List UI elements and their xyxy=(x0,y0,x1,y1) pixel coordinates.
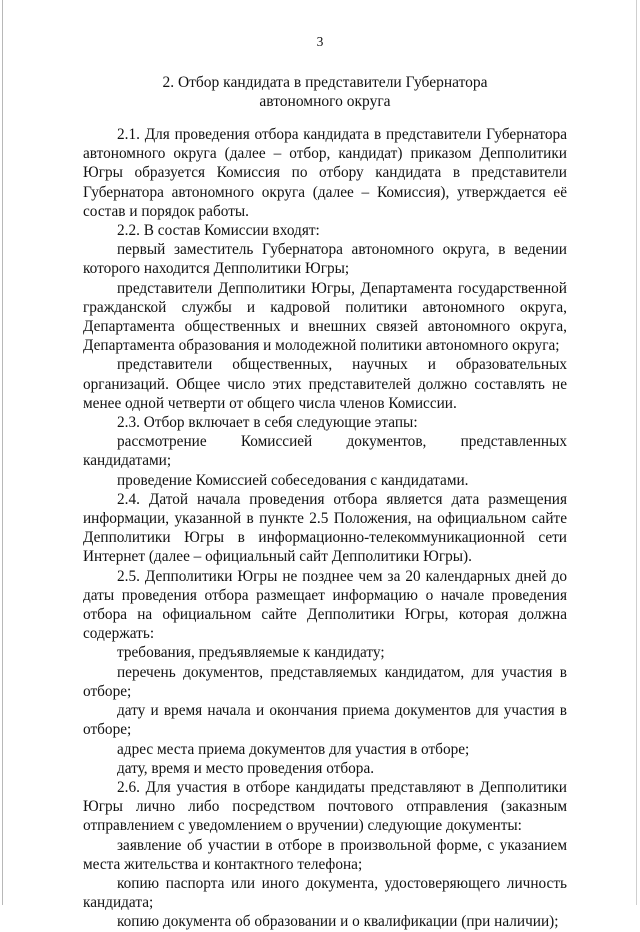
paragraph-2-2: 2.2. В состав Комиссии входят: xyxy=(117,222,320,240)
section-body xyxy=(83,125,567,932)
list-item: представители Депполитики Югры, Департамента государственной гражданской службы и кадровой политики автономного округа, Департамента общественных и внешних связей автономного округа, Департамента образования и молодежной политики автономного округа; xyxy=(83,279,567,355)
list-item: копию паспорта или иного документа, удостоверяющего личность кандидата; xyxy=(83,874,567,912)
scan-edge-right xyxy=(636,0,637,905)
list-item: первый заместитель Губернатора автономного округа, в ведении которого находится Депполитики Югры; xyxy=(83,241,567,278)
list-item: рассмотрение Комиссией документов, представленных кандидатами; xyxy=(83,433,567,470)
list-item: проведение Комиссией собеседования с кандидатами. xyxy=(117,471,469,489)
paragraph-2-3: 2.3. Отбор включает в себя следующие этапы: xyxy=(117,414,418,432)
page-number: 3 xyxy=(316,34,324,49)
list-item: представители общественных, научных и образовательных организаций. Общее число этих представителей должно составлять не менее одной четверти от общего числа членов Комиссии. xyxy=(83,356,567,412)
paragraph-2-1: 2.1. Для проведения отбора кандидата в представители Губернатора автономного округа (далее – отбор, кандидат) приказом Депполитики Югры образуется Комиссия по отбору кандидата в представители Губернатора автономного округа (далее – Комиссия), утверждается её состав и порядок работы. xyxy=(83,126,567,220)
scan-edge-left xyxy=(2,0,3,905)
list-item: заявление об участии в отборе в произвольной форме, с указанием места жительства и контактного телефона; xyxy=(83,836,567,873)
paragraph-2-6: 2.6. Для участия в отборе кандидаты представляют в Депполитики Югры лично либо посредством почтового отправления (заказным отправлением с уведомлением о вручении) следующие документы: xyxy=(83,778,567,835)
section-heading: 2. Отбор кандидата в представители Губернатора автономного округа xyxy=(162,74,488,110)
list-item: перечень документов, представляемых кандидатом, для участия в отборе; xyxy=(83,663,567,700)
list-item: дату и время начала и окончания приема документов для участия в отборе; xyxy=(83,702,567,739)
list-item: адрес места приема документов для участия в отборе; xyxy=(117,740,470,758)
paragraph-2-5: 2.5. Депполитики Югры не позднее чем за 20 календарных дней до даты проведения отбора размещает информацию о начале проведения отбора на официальном сайте Депполитики Югры, которая должна содержать: xyxy=(83,567,567,643)
paragraph-2-4: 2.4. Датой начала проведения отбора является дата размещения информации, указанной в пункте 2.5 Положения, на официальном сайте Депполитики Югры в информационно-телекоммуникационной сети Интернет (далее – официальный сайт Депполитики Югры). xyxy=(83,490,567,566)
list-item: требования, предъявляемые к кандидату; xyxy=(117,644,385,662)
list-item: дату, время и место проведения отбора. xyxy=(117,759,375,777)
list-item: копию документа об образовании и о квалификации (при наличии); xyxy=(117,913,559,931)
